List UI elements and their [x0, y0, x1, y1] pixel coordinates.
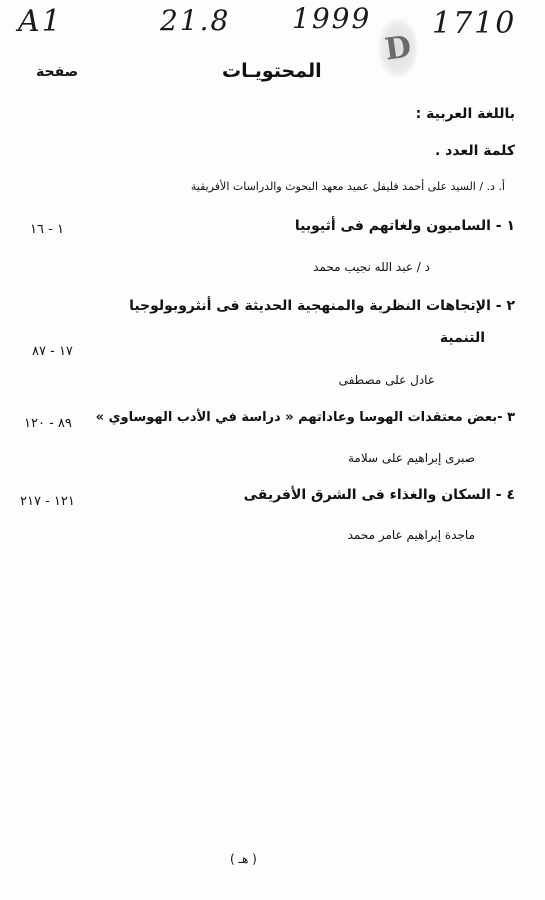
article-title-3: ٣ -بعض معتقدات الهوسا وعاداتهم « دراسة في الأدب الهوساوي » — [95, 410, 515, 425]
handwritten-year: 1999 — [292, 2, 372, 35]
page-column-label: صفحة — [36, 64, 79, 80]
handwritten-code: A1 — [18, 4, 63, 39]
article-author-2: عادل على مصطفى — [338, 373, 435, 387]
article-pages-3: ٨٩ - ١٢٠ — [24, 416, 72, 431]
footer-page-marker: ( هـ ) — [230, 852, 257, 866]
intro-author: أ. د. / السيد على أحمد فليفل عميد معهد البحوث والدراسات الأفريقية — [190, 180, 505, 193]
article-title-4: ٤ - السكان والغذاء فى الشرق الأفريقى — [243, 487, 515, 503]
article-pages-2: ١٧ - ٨٧ — [32, 344, 73, 359]
issue-word-heading: كلمة العدد . — [434, 143, 515, 159]
handwritten-date: 21.8 — [160, 4, 231, 37]
article-author-4: ماجدة إبراهيم عامر محمد — [347, 528, 475, 542]
handwritten-number: 1710 — [432, 6, 517, 41]
article-pages-1: ١ - ١٦ — [30, 222, 64, 237]
article-title-1: ١ - الساميون ولغاتهم فى أثيوبيا — [294, 218, 515, 234]
page-title: المحتويـات — [222, 60, 322, 82]
stamp-letter: D — [382, 28, 414, 68]
article-author-3: صبرى إبراهيم على سلامة — [347, 451, 475, 465]
article-title-2-continued: التنمية — [439, 330, 485, 346]
article-title-2: ٢ - الإتجاهات النظرية والمنهجية الحديثة فى أنثروبولوجيا — [129, 298, 515, 314]
article-author-1: د / عبد الله نجيب محمد — [313, 260, 430, 274]
language-heading: باللغة العربية : — [415, 106, 515, 122]
library-stamp — [378, 18, 418, 78]
article-pages-4: ١٢١ - ٢١٧ — [20, 494, 75, 509]
